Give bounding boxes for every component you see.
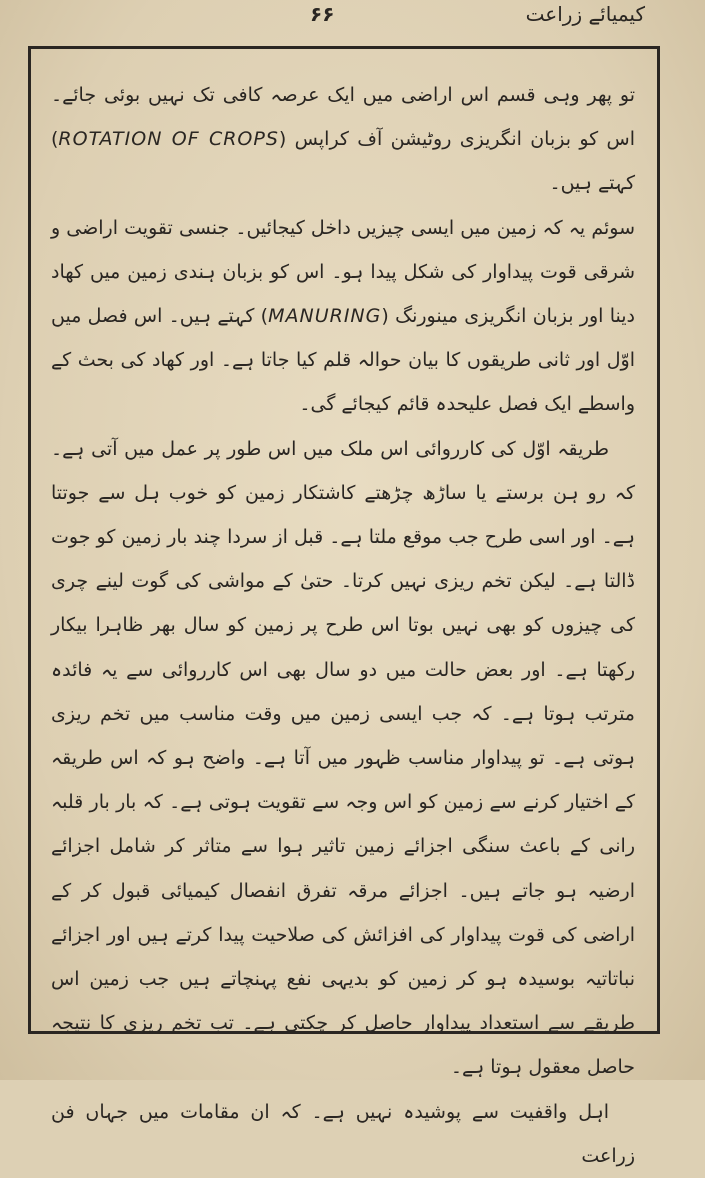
paragraph-1 bbox=[51, 73, 635, 206]
manuring-term: MANURING bbox=[268, 305, 382, 328]
paragraph-4: اہل واقفیت سے پوشیدہ نہیں ہے۔ کہ ان مقامات میں جہاں فن زراعت bbox=[51, 1100, 635, 1167]
body-text bbox=[51, 73, 635, 1178]
text-frame bbox=[28, 46, 660, 1167]
paragraph-2-part-1: سوئم یہ کہ زمین میں ایسی چیزیں داخل کیجائیں۔ جنسی تقویت اراضی و شرقی قوت پیداوار کی شکل پیدا ہو۔ اس کو بزبان ہندی زمین میں کھاد دینا اور بزبان انگریزی مینورنگ ( bbox=[51, 216, 635, 328]
page-number: ۶۶ bbox=[310, 2, 335, 26]
running-head: کیمیائے زراعت bbox=[525, 2, 645, 26]
page-header bbox=[0, 0, 705, 40]
paragraph-3: طریقہ اوّل کی کارروائی اس ملک میں اس طور پر عمل میں آتی ہے۔ کہ رو ہن برستے یا ساڑھ چڑھتے کاشتکار زمین کو خوب ہل سے جوتتا ہے۔ اور اسی طرح جب موقع ملتا ہے۔ قبل از سردا چند بار زمین کو جوت ڈالتا ہے۔ لیکن تخم ریزی نہیں کرتا۔ حتیٰ کے مواشی کی گوت لینے چری کی چیزوں کو بھی نہیں بوتا اس طرح پر زمین کو سال بھر ظاہرا بیکار رکھتا ہے۔ اور بعض حالت میں دو سال بھی اس کارروائی سے یہ فائدہ مترتب ہوتا ہے۔ کہ جب ایسی زمین میں وقت مناسب میں تخم ریزی ہوتی ہے۔ تو پیداوار مناسب ظہور میں آتا ہے۔ واضح ہو کہ اس طریقہ کے اختیار کرنے سے زمین کو اس وجہ سے تقویت ہوتی ہے۔ کہ بار بار قلبہ رانی کے باعث سنگی اجزائے زمین تاثیر ہوا سے متاثر کر شامل اجزائے ارضیہ ہو جاتے ہیں۔ اجزائے مرقہ تفرق انفصال کیمیائی قبول کر کے اراضی کی قوت پیداوار کی افزائش کی صلاحیت پیدا کرتے ہیں اور اجزائے نباتاتیہ بوسیدہ ہو کر زمین کو بدیہی نفع پہنچاتے ہیں جب زمین اس طریقے سے استعداد پیداوار حاصل کر چکتی ہے۔ تب تخم ریزی کا نتیجہ حاصل معقول ہوتا ہے۔ bbox=[51, 437, 635, 1079]
rotation-of-crops-term: ROTATION OF CROPS bbox=[58, 128, 279, 151]
paragraph-2-part-2: ) کہتے ہیں۔ اس فصل میں اوّل اور ثانی طریقوں کا بیان حوالہ قلم کیا جاتا ہے۔ اور کھاد کی بحث کے واسطے ایک فصل علیحدہ قائم کیجائے گی۔ bbox=[51, 305, 635, 416]
paragraph-1-part-2: ) کہتے ہیں۔ bbox=[51, 128, 635, 195]
paragraph-1-part-1: تو پھر وہی قسم اس اراضی میں ایک عرصہ کافی تک نہیں بوئی جائے۔ اس کو بزبان انگریزی روٹیشن آف کراپس ( bbox=[51, 84, 636, 151]
paragraph-2 bbox=[51, 206, 635, 427]
